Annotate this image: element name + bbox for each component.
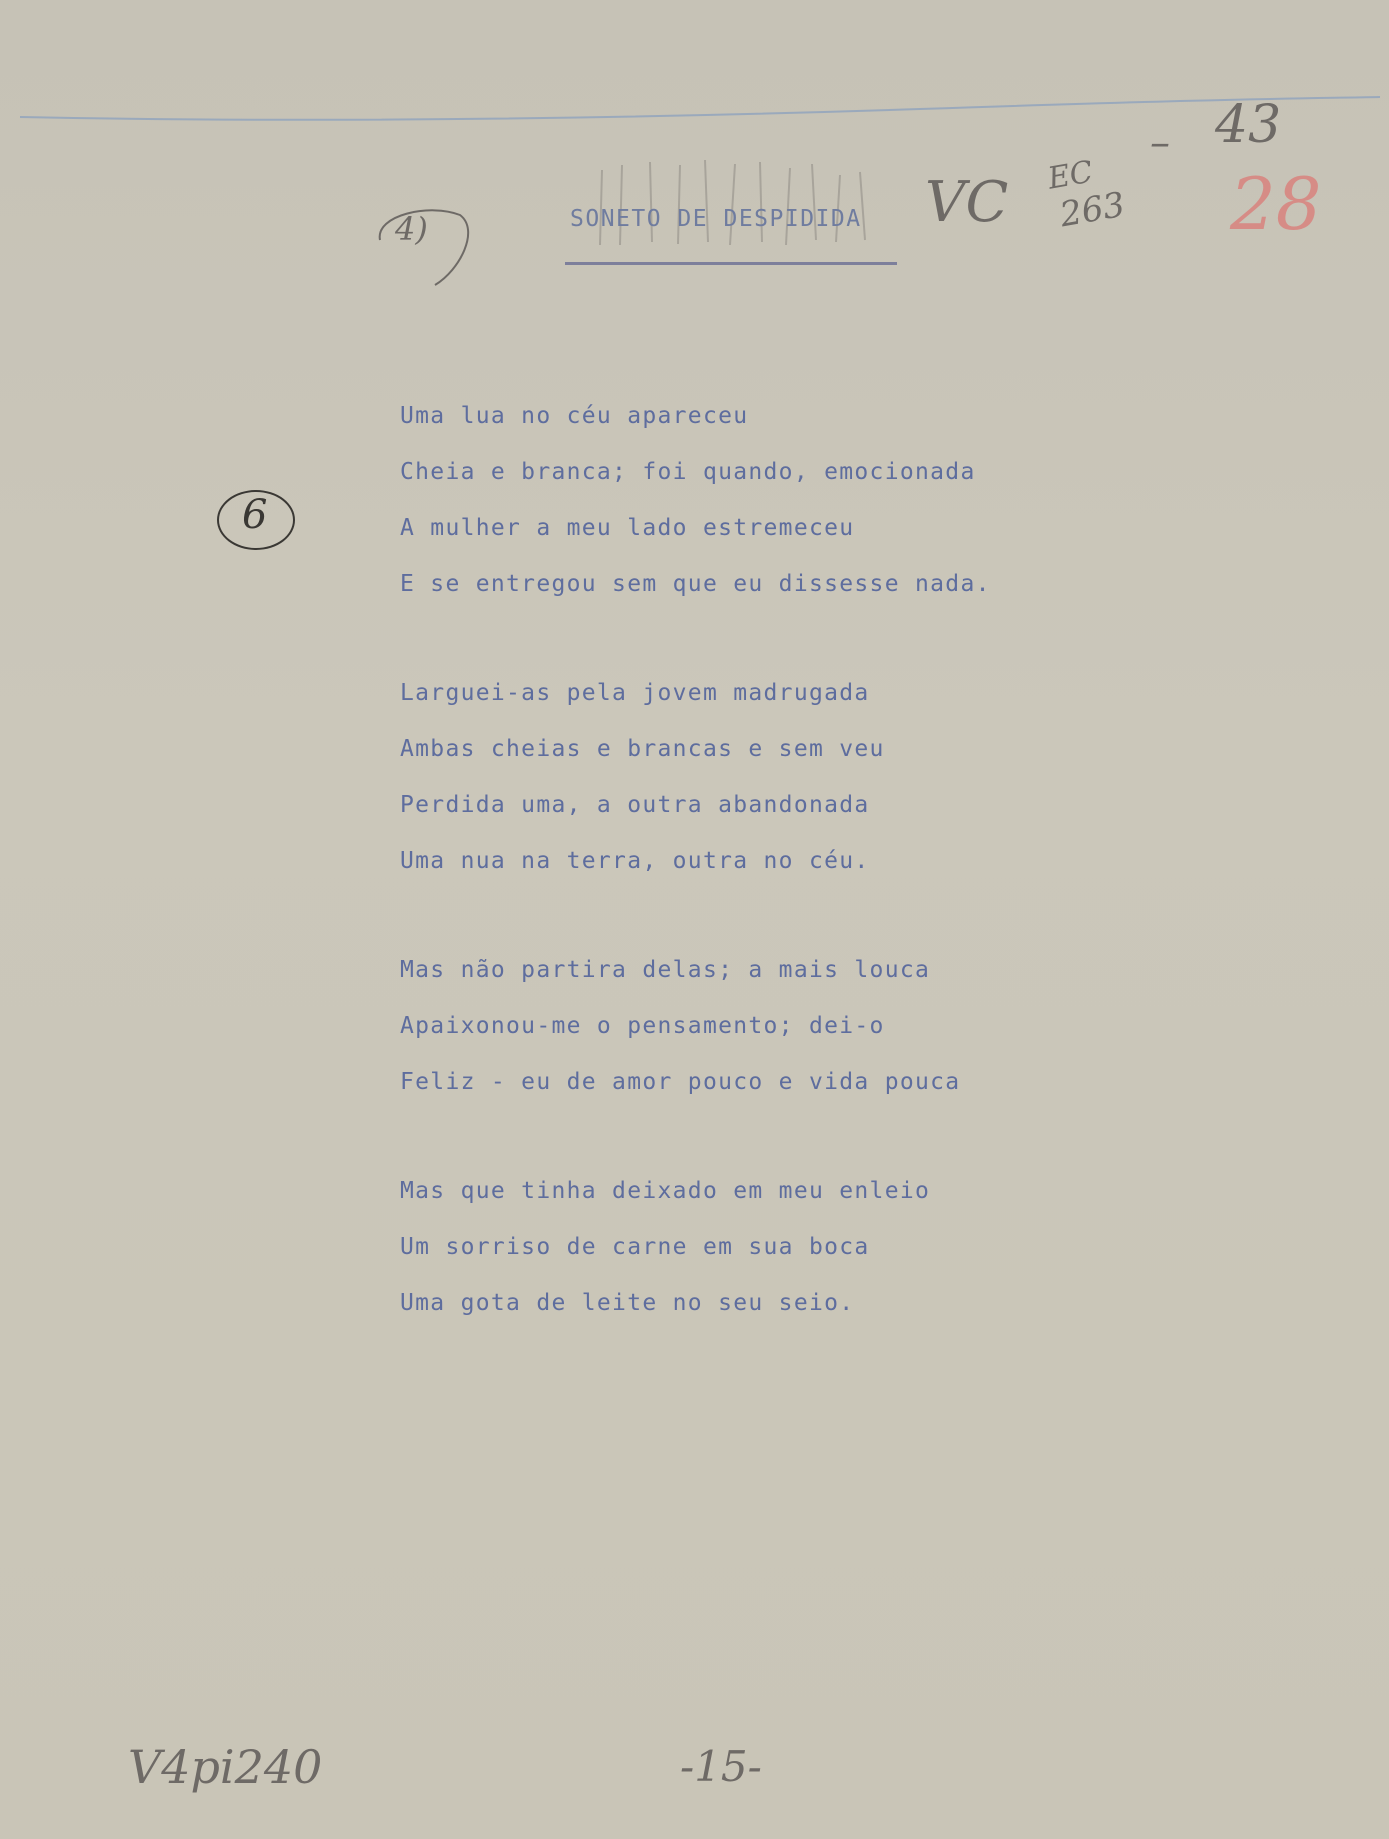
page-number: -15- [680,1742,762,1791]
blue-pencil-rule [20,95,1380,135]
annotation-dash: – [1150,120,1170,166]
poem-line: Um sorriso de carne em sua boca [400,1234,870,1260]
poem-line: Mas não partira delas; a mais louca [400,957,931,983]
annotation-circled-4-text: 4) [395,210,428,248]
poem-line: Apaixonou-me o pensamento; dei-o [400,1013,885,1039]
poem-line: Uma lua no céu apareceu [400,403,749,429]
pencil-tally-marks [590,150,890,250]
poem-line: Feliz - eu de amor pouco e vida pouca [400,1069,961,1095]
annotation-circle-stroke [360,195,490,295]
annotation-number-top: 43 [1215,95,1282,155]
annotation-ref-code-1: EC [1045,154,1096,197]
annotation-ref-code-2: 263 [1057,184,1128,236]
annotation-circled-6-text: 6 [242,492,268,538]
title-underline [565,262,897,265]
annotation-number-red: 28 [1230,162,1322,246]
annotation-initials: VC [925,170,1009,235]
poem-title: SONETO DE DESPIDIDA [570,206,862,232]
stanza-4 [400,1163,930,1331]
stanza-1 [400,388,991,612]
poem-line: Uma gota de leite no seu seio. [400,1290,855,1316]
poem-line: Uma nua na terra, outra no céu. [400,848,870,874]
poem-line: Mas que tinha deixado em meu enleio [400,1178,931,1204]
poem-line: Perdida uma, a outra abandonada [400,792,870,818]
poem-line: Cheia e branca; foi quando, emocionada [400,459,976,485]
poem-line: Ambas cheias e brancas e sem veu [400,736,885,762]
annotation-bottom-left: V4pi240 [128,1740,323,1794]
poem-line: Larguei-as pela jovem madrugada [400,680,870,706]
stanza-2 [400,665,885,889]
poem-line: A mulher a meu lado estremeceu [400,515,855,541]
stanza-3 [400,942,960,1110]
poem-line: E se entregou sem que eu dissesse nada. [400,571,991,597]
